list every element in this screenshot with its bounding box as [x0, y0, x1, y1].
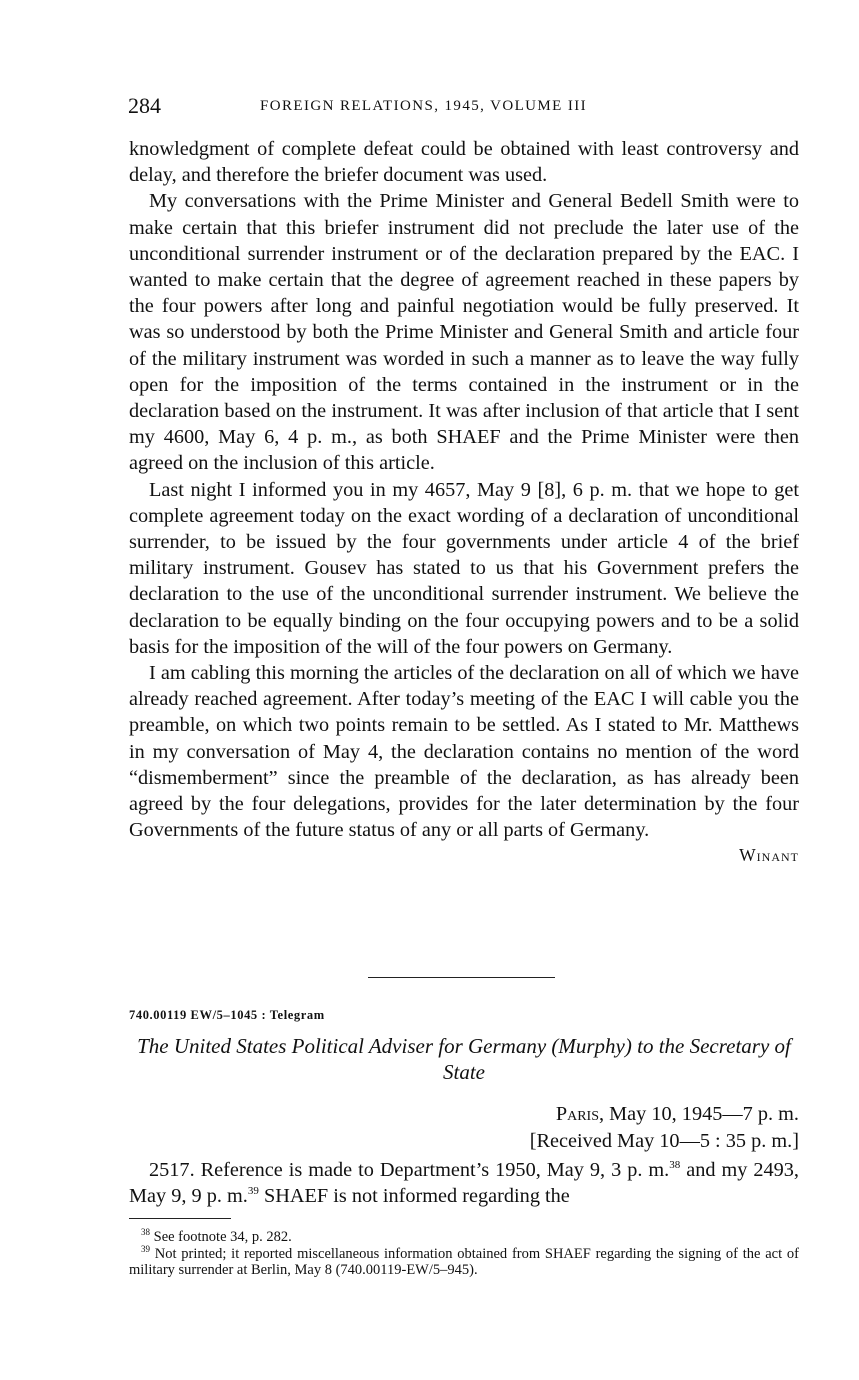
- signature: Winant: [739, 845, 799, 866]
- footnote-mark: 39: [141, 1243, 150, 1254]
- footnote-mark: 38: [141, 1227, 150, 1238]
- text-segment: and my 2493, May 9, 9 p. m.: [129, 1159, 799, 1208]
- dateline-place: Paris: [555, 1103, 599, 1125]
- footnote-ref-39: 39: [247, 1185, 259, 1198]
- text-segment: SHAEF is not informed regarding the: [258, 1185, 570, 1208]
- paragraph: My conversations with the Prime Minister and General Bedell Smith were to make certain that this briefer instrument did not preclude the later use of the unconditional surrender instrument or of the declaration prepared by the EAC. I wanted to make certain that the degree of agreement reached in these papers by the four powers after long and painful negotiation would be fully preserved. It was so understood by both the Prime Minister and General Smith and article four of the military instrument was worded in such a manner as to leave the way fully open for the imposition of the terms contained in the instrument or in the declaration based on the instrument. It was after inclusion of that article that I sent my 4600, May 6, 4 p. m., as both SHAEF and the Prime Minister were then agreed on the inclusion of this article.: [129, 190, 799, 475]
- page-header: [128, 93, 800, 123]
- paragraph-continuation: knowledgment of complete defeat could be obtained with least controversy and delay, and therefore the briefer document was used.: [129, 138, 799, 187]
- document-title: The United States Political Adviser for Germany (Murphy) to the Secretary of State: [137, 1034, 791, 1084]
- section-divider: [368, 977, 555, 978]
- telegram-text: [129, 1157, 799, 1209]
- footnote-text: Not printed; it reported miscellaneous information obtained from SHAEF regarding the signing of the act of military surrender at Berlin, May 8 (740.00119-EW/5–945).: [129, 1245, 799, 1278]
- footnote-ref-38: 38: [669, 1159, 681, 1172]
- dateline-block: [129, 1101, 799, 1155]
- file-reference: 740.00119 EW/5–1045 : Telegram: [129, 1008, 325, 1022]
- dateline-date: , May 10, 1945—7 p. m.: [599, 1103, 799, 1125]
- dateline: [129, 1101, 799, 1128]
- footnote-rule: [129, 1218, 231, 1219]
- footnote: [129, 1243, 799, 1279]
- paragraph: I am cabling this morning the articles of the declaration on all of which we have already reached agreement. After today’s meeting of the EAC I will cable you the preamble, on which two points remain to be settled. As I stated to Mr. Matthews in my conversation of May 4, the declaration contains no mention of the word “dismemberment” since the preamble of the declaration, as has already been agreed by the four delegations, provides for the later determination by the four Governments of the future status of any or all parts of Germany.: [129, 662, 799, 842]
- paragraph: Last night I informed you in my 4657, May 9 [8], 6 p. m. that we hope to get complete agreement today on the exact wording of a declaration of unconditional surrender, to be issued by the four governments under article 4 of the brief military instrument. Gousev has stated to us that his Government prefers the declaration to the use of the unconditional surrender instrument. We believe the declaration to be equally binding on the four occupying powers and to be a solid basis for the imposition of the will of the four powers on Germany.: [129, 478, 799, 658]
- paragraph: [129, 1157, 799, 1209]
- footnote: [129, 1229, 799, 1246]
- footnote-text: See footnote 34, p. 282.: [150, 1229, 292, 1245]
- text-segment: 2517. Reference is made to Department’s 1950, May 9, 3 p. m.: [149, 1159, 670, 1181]
- footnotes: [129, 1229, 799, 1279]
- running-title: FOREIGN RELATIONS, 1945, VOLUME III: [260, 98, 588, 114]
- received-line: [Received May 10—5 : 35 p. m.]: [529, 1130, 799, 1152]
- page-number: 284: [128, 93, 161, 118]
- main-text: [129, 136, 799, 867]
